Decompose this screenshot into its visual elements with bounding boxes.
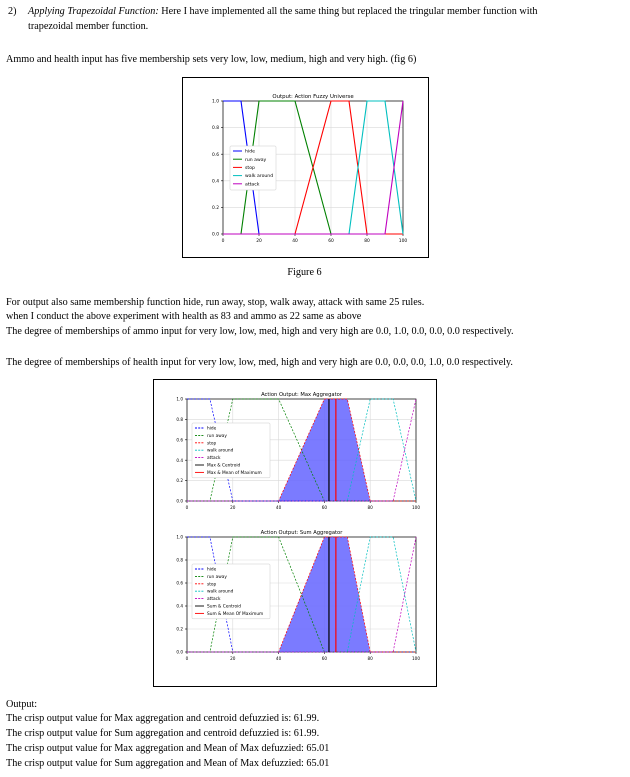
figure-6-frame xyxy=(182,77,429,258)
fig7-plot2-tick-label-x: 20 xyxy=(230,656,236,661)
fig6-tick-label-x: 40 xyxy=(292,239,298,244)
fig7-plot2-legend-label: walk around xyxy=(207,589,234,595)
fig7-plot2-tick-label-y: 1.0 xyxy=(176,534,183,540)
fig6-legend-label: stop xyxy=(245,166,255,171)
fig7-plot2-legend-label: run away xyxy=(207,574,227,580)
fig7-plot2-legend-label: Sum & Centroid xyxy=(207,604,241,610)
fig7-plot1-legend-label: Max & Mean of Maximum xyxy=(207,470,262,476)
section-number: 2) xyxy=(8,6,17,17)
fig7-plot1-legend-label: hide xyxy=(207,426,217,432)
fig7-plot2-tick-label-x: 100 xyxy=(412,656,420,661)
fig7-plot2-title: Action Output: Sum Aggregator xyxy=(260,530,343,536)
fig7-plot1-tick-label-x: 60 xyxy=(321,505,328,510)
fig7-plot2-legend-label: Sum & Mean Of Maximum xyxy=(207,611,264,617)
fig7-plot2-tick-label-x: 0 xyxy=(185,656,189,661)
fig7-plot1-legend-label: attack xyxy=(207,456,221,462)
fig7-plot2-legend-label: hide xyxy=(207,567,217,573)
fig7-plot1-tick-label-y: 0.0 xyxy=(176,498,183,504)
fig7-plot1-tick-label-x: 100 xyxy=(412,505,420,510)
fig7-plot2-tick-label-x: 40 xyxy=(275,656,282,661)
fig7-plot1-title: Action Output: Max Aggregator xyxy=(261,392,342,398)
fig7-plot2-legend-label: attack xyxy=(207,597,221,603)
paragraph-1-line-1: For output also same membership function hide, run away, stop, walk away, attack with same 25 rules. xyxy=(6,297,425,308)
fig6-tick-label-x: 100 xyxy=(398,239,408,244)
fig6-tick-label-y: 0.8 xyxy=(212,126,219,132)
fig7-plot1-tick-label-y: 0.8 xyxy=(176,417,183,422)
paragraph-1-line-3: The degree of memberships of ammo input for very low, low, med, high and very high are 0.0, 1.0, 0.0, 0.0, 0.0 respectively. xyxy=(6,326,514,337)
fig7-plot2-tick-label-y: 0.2 xyxy=(176,626,183,632)
fig7-plot1-tick-label-y: 1.0 xyxy=(176,396,183,402)
output-line-3: The crisp output value for Max aggregation and Mean of Max defuzzied: 65.01 xyxy=(6,743,330,754)
fig7-plot1-tick-label-x: 80 xyxy=(367,505,373,510)
fig6-tick-label-y: 0.0 xyxy=(212,232,219,238)
fig7-plot1-legend-label: run away xyxy=(207,433,227,439)
fig6-tick-label-x: 20 xyxy=(256,239,262,244)
fig6-legend-label: attack xyxy=(245,182,260,188)
output-label: Output: xyxy=(6,699,38,710)
figure-6-caption: Figure 6 xyxy=(287,267,322,278)
fig6-legend-label: hide xyxy=(245,149,255,155)
fig7-plot2-tick-label-y: 0.0 xyxy=(176,649,183,655)
fig6-tick-label-x: 80 xyxy=(364,239,370,244)
paragraph-1-line-2: when I conduct the above experiment with health as 83 and ammo as 22 same as above xyxy=(6,311,362,322)
section-title: Applying Trapezoidal Function: xyxy=(28,6,159,17)
section-text-line2: trapezoidal member function. xyxy=(28,21,149,32)
fig7-plot1-tick-label-y: 0.2 xyxy=(176,478,183,484)
fig6-tick-label-x: 0 xyxy=(221,239,225,244)
fig7-plot2-tick-label-x: 80 xyxy=(367,656,373,661)
fig6-legend-label: walk around xyxy=(245,174,274,180)
intro-text: Ammo and health input has five membership sets very low, low, medium, high and very high. (fig 6) xyxy=(6,54,417,65)
section-heading xyxy=(8,4,624,34)
figure-7-chart xyxy=(154,380,436,686)
output-line-4: The crisp output value for Sum aggregation and Mean of Max defuzzied: 65.01 xyxy=(6,758,330,769)
fig7-plot1-tick-label-y: 0.4 xyxy=(176,457,183,463)
fig7-plot1-legend-label: Max & Centroid xyxy=(207,463,241,469)
fig6-tick-label-y: 0.4 xyxy=(212,179,219,185)
fig6-tick-label-y: 0.6 xyxy=(212,152,219,158)
fig6-legend-label: run away xyxy=(245,157,267,163)
paragraph-2: The degree of memberships of health input for very low, low, med, high and very high are 0.0, 0.0, 0.0, 1.0, 0.0 respectively. xyxy=(6,357,513,368)
fig6-title: Output: Action Fuzzy Universe xyxy=(272,94,354,100)
fig7-plot2-tick-label-y: 0.4 xyxy=(176,603,183,609)
figure-7-frame xyxy=(153,379,437,687)
fig7-plot1-tick-label-x: 0 xyxy=(185,505,189,510)
fig7-plot1-legend-label: stop xyxy=(207,441,217,447)
fig7-plot2-tick-label-y: 0.8 xyxy=(176,557,183,563)
fig7-plot1-tick-label-y: 0.6 xyxy=(176,437,183,443)
fig6-tick-label-y: 1.0 xyxy=(212,99,219,105)
fig7-plot2-tick-label-y: 0.6 xyxy=(176,580,183,586)
output-line-2: The crisp output value for Sum aggregation and centroid defuzzied is: 61.99. xyxy=(6,728,320,739)
output-line-1: The crisp output value for Max aggregation and centroid defuzzied is: 61.99. xyxy=(6,713,320,724)
figure-6-chart xyxy=(183,78,428,257)
section-text-line1: Here I have implemented all the same thing but replaced the tringular member function with xyxy=(158,6,538,17)
fig7-plot2-tick-label-x: 60 xyxy=(321,656,328,661)
fig6-tick-label-y: 0.2 xyxy=(212,206,219,211)
fig7-plot2-legend-label: stop xyxy=(207,582,217,588)
fig6-tick-label-x: 60 xyxy=(328,239,334,244)
fig7-plot1-legend-label: walk around xyxy=(207,448,234,454)
fig7-plot1-tick-label-x: 40 xyxy=(275,505,282,510)
fig7-plot1-tick-label-x: 20 xyxy=(230,505,236,510)
